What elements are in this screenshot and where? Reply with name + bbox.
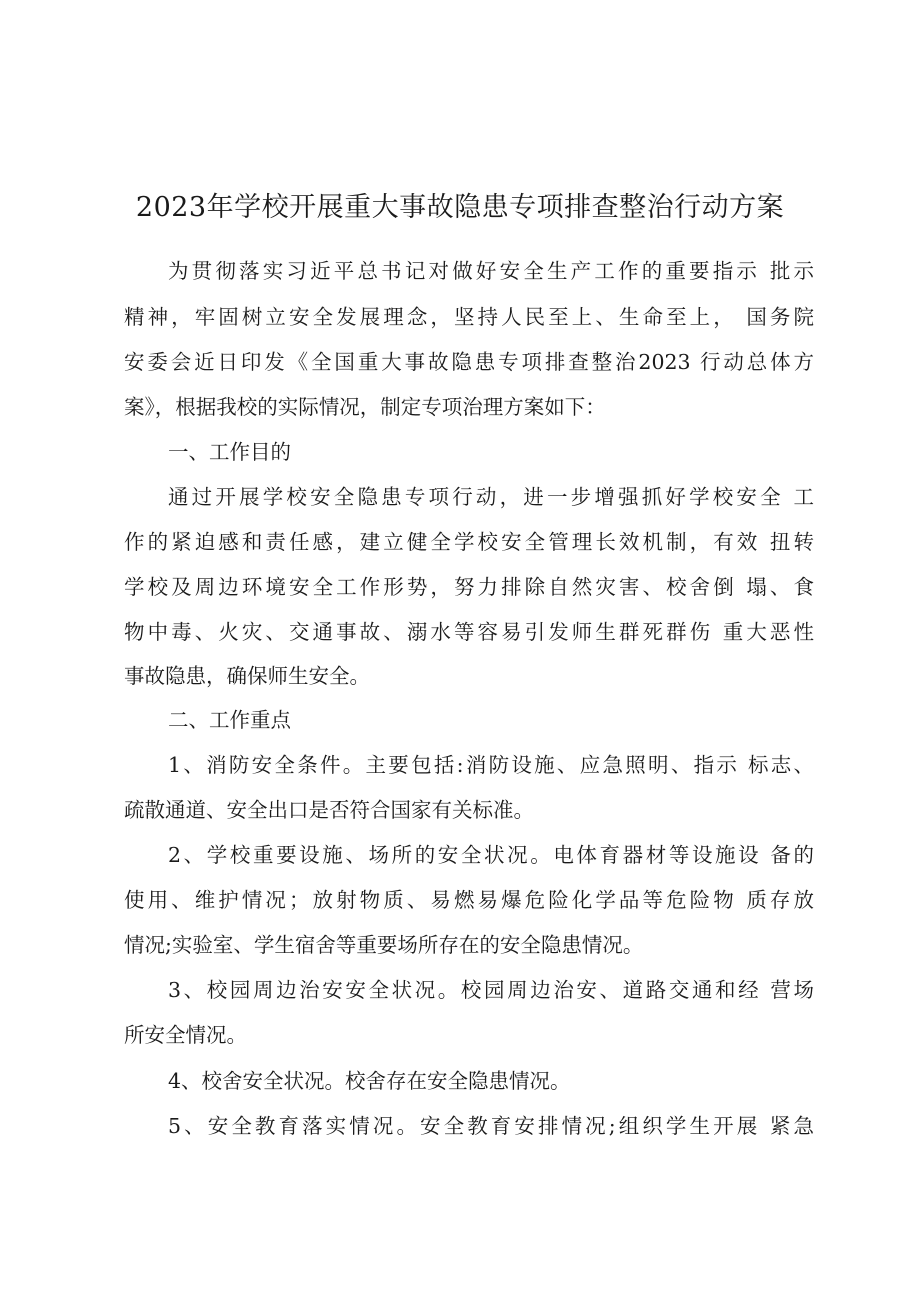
paragraph-line: 为贯彻落实习近平总书记对做好安全生产工作的重要指示 批示	[168, 259, 814, 283]
paragraph-line: 案》，根据我校的实际情况，制定专项治理方案如下：	[124, 395, 606, 419]
section-heading: 一、工作目的	[168, 440, 291, 464]
paragraph-line: 精神，牢固树立安全发展理念，坚持人民至上、生命至上， 国务院	[124, 305, 814, 329]
section-heading: 二、工作重点	[168, 708, 291, 732]
paragraph-line: 3、校园周边治安安全状况。校园周边治安、道路交通和经 营场	[168, 978, 814, 1002]
paragraph-line: 疏散通道、安全出口是否符合国家有关标准。	[124, 798, 534, 822]
paragraph-line: 2、学校重要设施、场所的安全状况。电体育器材等设施设 备的	[168, 843, 814, 867]
paragraph-line: 使用、维护情况；放射物质、易燃易爆危险化学品等危险物 质存放	[124, 888, 814, 912]
paragraph-line: 安委会近日印发《全国重大事故隐患专项排查整治2023 行动总体方	[124, 350, 814, 374]
paragraph-line: 情况;实验室、学生宿舍等重要场所存在的安全隐患情况。	[124, 933, 644, 957]
paragraph-line: 1、消防安全条件。主要包括:消防设施、应急照明、指示 标志、	[168, 753, 814, 777]
document-title: 2023年学校开展重大事故隐患专项排查整治行动方案	[135, 192, 785, 223]
paragraph-line: 事故隐患，确保师生安全。	[124, 664, 370, 688]
paragraph-line: 通过开展学校安全隐患专项行动，进一步增强抓好学校安全 工	[168, 485, 814, 509]
paragraph-line: 4、校舍安全状况。校舍存在安全隐患情况。	[168, 1069, 571, 1093]
paragraph-line: 学校及周边环境安全工作形势，努力排除自然灾害、校舍倒 塌、食	[124, 575, 814, 599]
paragraph-line: 5、安全教育落实情况。安全教育安排情况;组织学生开展 紧急	[168, 1114, 814, 1138]
paragraph-line: 物中毒、火灾、交通事故、溺水等容易引发师生群死群伤 重大恶性	[124, 620, 814, 644]
paragraph-line: 所安全情况。	[124, 1023, 247, 1047]
paragraph-line: 作的紧迫感和责任感，建立健全学校安全管理长效机制，有效 扭转	[124, 530, 814, 554]
